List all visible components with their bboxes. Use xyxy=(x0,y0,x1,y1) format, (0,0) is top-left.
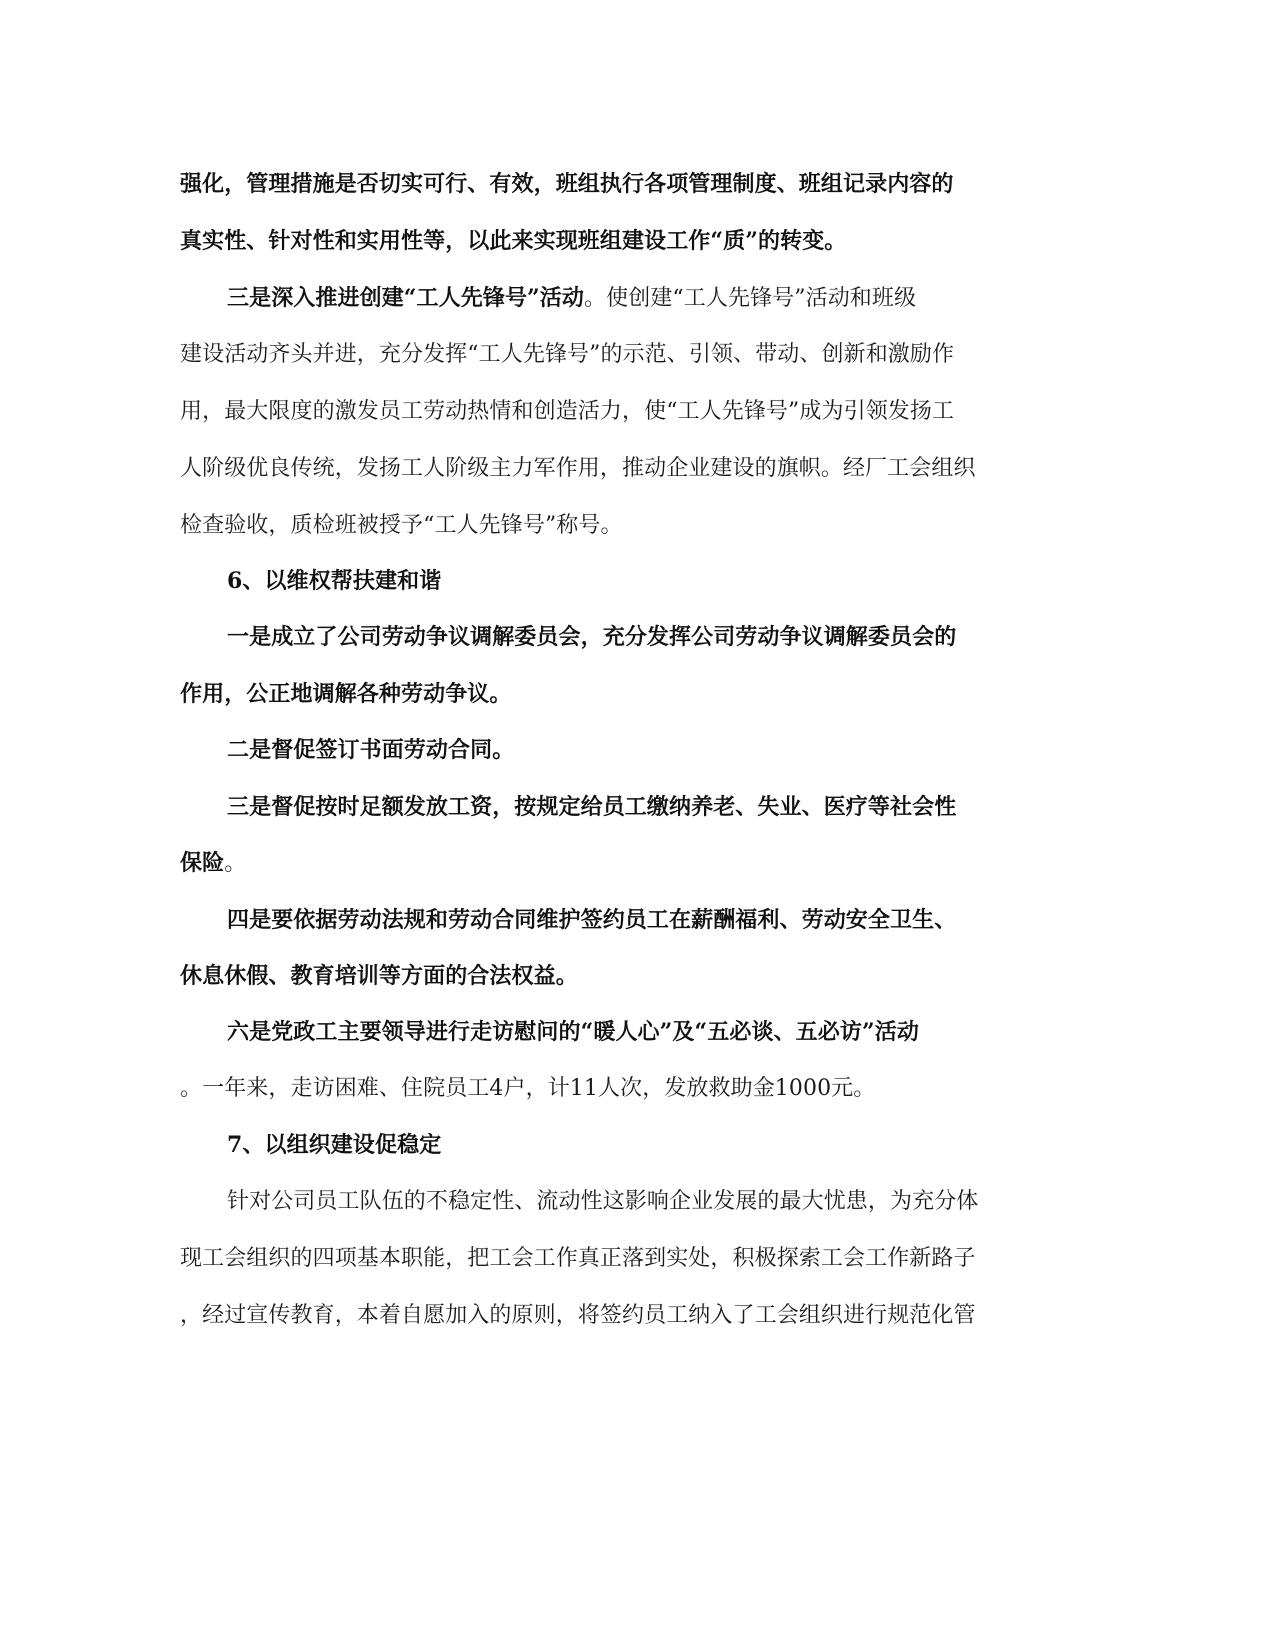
body-text: 针对公司员工队伍的不稳定性、流动性这影响企业发展的最大忧患，为充分体 xyxy=(227,1189,979,1214)
paragraph-line xyxy=(180,961,578,992)
body-text: ，经过宣传教育，本着自愿加入的原则，将签约员工纳入了工会组织进行规范化管 xyxy=(180,1303,976,1328)
bold-text: 作用，公正地调解各种劳动争议。 xyxy=(180,681,512,707)
bold-text: 三是督促按时足额发放工资，按规定给员工缴纳养老、失业、医疗等社会性 xyxy=(227,794,957,820)
paragraph-line xyxy=(227,622,956,653)
bold-text: 真实性、针对性和实用性等，以此来实现班组建设工作“质”的转变。 xyxy=(180,228,847,254)
section-heading xyxy=(227,566,441,597)
bold-text: 四是要依据劳动法规和劳动合同维护签约员工在薪酬福利、劳动安全卫生、 xyxy=(227,907,957,933)
bold-text: 休息休假、教育培训等方面的合法权益。 xyxy=(180,963,578,989)
body-text: 。一年来，走访困难、住院员工4户，计11人次，发放救助金1000元。 xyxy=(180,1076,876,1101)
section-heading xyxy=(227,1130,441,1161)
paragraph-line xyxy=(180,1300,976,1331)
paragraph-line xyxy=(227,792,956,823)
bold-text: 保险 xyxy=(180,850,225,876)
paragraph-line xyxy=(227,1186,978,1217)
paragraph-line xyxy=(227,735,514,766)
bold-text: 三是深入推进创建“工人先锋号”活动 xyxy=(227,285,585,311)
body-text: 人阶级优良传统，发扬工人阶级主力军作用，推动企业建设的旗帜。经厂工会组织 xyxy=(180,456,976,481)
bold-text: 二是督促签订书面劳动合同。 xyxy=(227,737,515,763)
body-text: 检查验收，质检班被授予“工人先锋号”称号。 xyxy=(180,513,623,538)
bold-text: 强化，管理措施是否切实可行、有效，班组执行各项管理制度、班组记录内容的 xyxy=(180,171,954,197)
paragraph-line xyxy=(180,339,954,370)
paragraph-line xyxy=(180,1243,976,1274)
body-text: 用，最大限度的激发员工劳动热情和创造活力，使“工人先锋号”成为引领发扬工 xyxy=(180,399,955,424)
paragraph-line xyxy=(180,848,246,879)
bold-text: 一是成立了公司劳动争议调解委员会，充分发挥公司劳动争议调解委员会的 xyxy=(227,624,957,650)
paragraph-line xyxy=(180,169,954,200)
paragraph-line xyxy=(180,396,954,427)
bold-text: 6、以维权帮扶建和谐 xyxy=(227,568,442,594)
body-text: 现工会组织的四项基本职能，把工会工作真正落到实处，积极探索工会工作新路子 xyxy=(180,1246,976,1271)
body-text: 。使创建“工人先锋号”活动和班级 xyxy=(584,286,917,311)
body-text: 。 xyxy=(224,851,247,876)
paragraph-line xyxy=(227,905,956,936)
bold-text: 六是党政工主要领导进行走访慰问的“暖人心”及“五必谈、五必访”活动 xyxy=(227,1019,919,1045)
paragraph-line xyxy=(180,226,846,257)
paragraph-line xyxy=(180,453,976,484)
bold-text: 7、以组织建设促稳定 xyxy=(227,1132,442,1158)
paragraph-line xyxy=(180,679,512,710)
paragraph-line xyxy=(180,1073,875,1104)
paragraph-line xyxy=(227,283,916,314)
paragraph-line xyxy=(227,1017,919,1048)
paragraph-line xyxy=(180,510,623,541)
body-text: 建设活动齐头并进，充分发挥“工人先锋号”的示范、引领、带动、创新和激励作 xyxy=(180,342,955,367)
